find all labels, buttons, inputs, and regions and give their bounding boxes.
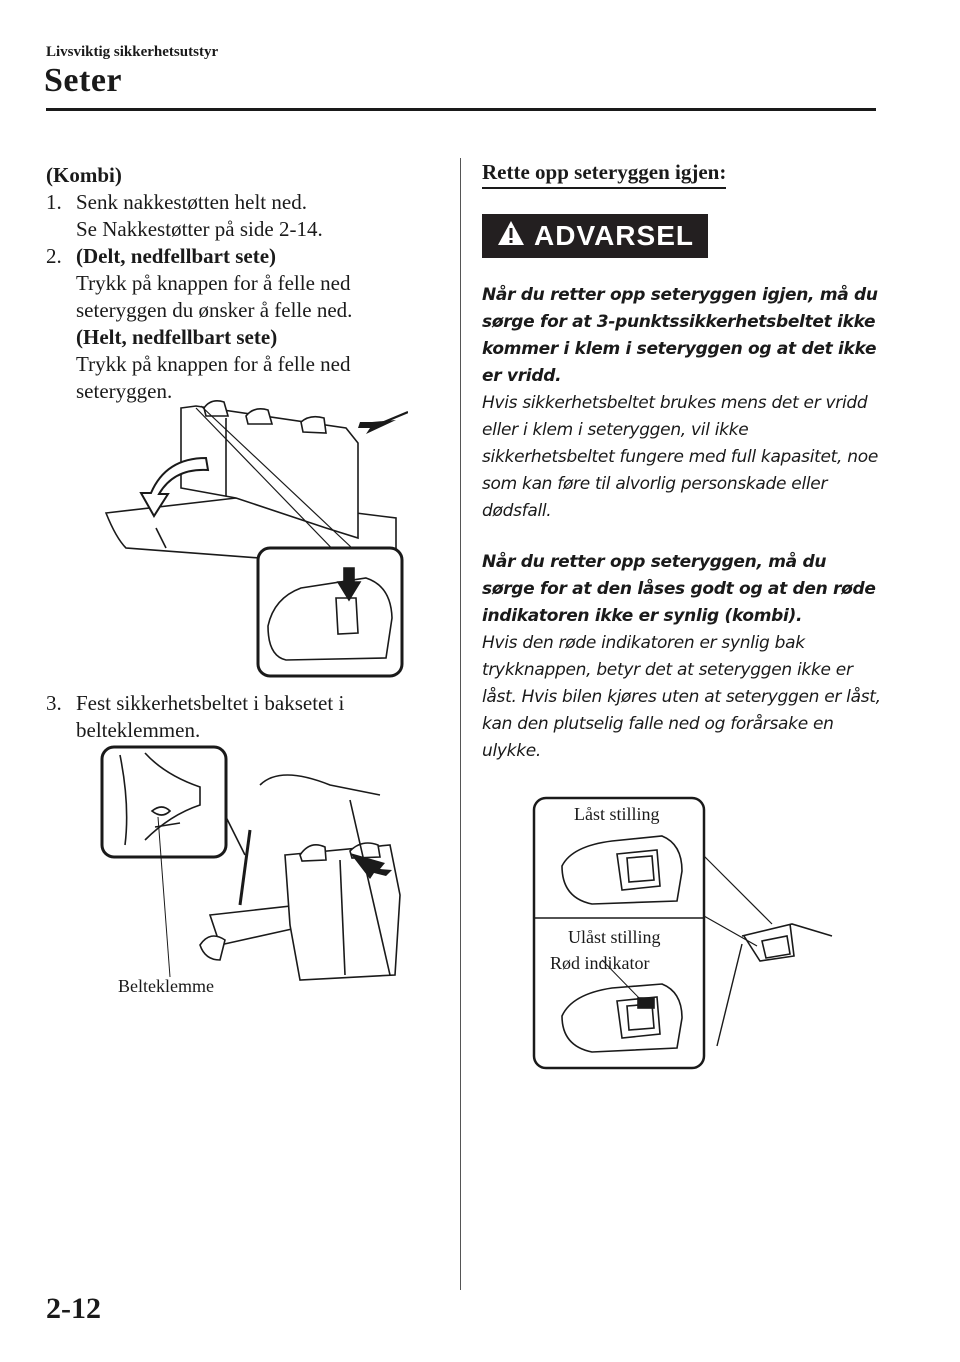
unlocked-position-label: Ulåst stilling [568, 927, 661, 947]
locked-position-label: Låst stilling [574, 804, 660, 824]
step-2-heading-split: (Delt, nedfellbart sete) [76, 244, 277, 268]
belt-clip-label: Belteklemme [118, 976, 214, 996]
step-1-line-2: Se Nakkestøtter på side 2-14. [76, 217, 323, 241]
step-number: 1. [46, 190, 62, 214]
kombi-heading: (Kombi) [46, 163, 122, 187]
step-3 [46, 690, 446, 744]
warning-1-bold: Når du retter opp seteryggen igjen, må du sørge for at 3-punktssikkerhetsbeltet ikke kommer i klem i seteryggen og at det ikke er vridd. [482, 285, 878, 386]
warning-badge [482, 214, 708, 258]
belt-clip-figure [100, 745, 420, 1005]
step-2 [46, 243, 446, 405]
page-title: Seter [44, 62, 123, 99]
warning-triangle-icon [496, 219, 526, 254]
warning-label: ADVARSEL [534, 220, 694, 251]
red-indicator-label: Rød indikator [550, 953, 650, 973]
step-3-block [46, 690, 446, 744]
section-label: Livsviktig sikkerhetsutstyr [46, 44, 219, 60]
step-number: 3. [46, 691, 62, 715]
step-2-heading-full: (Helt, nedfellbart sete) [76, 325, 278, 349]
step-3-text: Fest sikkerhetsbeltet i baksetet i belteklemmen. [76, 691, 345, 742]
title-rule [46, 108, 876, 111]
subheading-restore-seatback: Rette opp seteryggen igjen: [482, 160, 726, 189]
warning-text [482, 282, 882, 765]
column-divider [460, 158, 461, 1290]
step-number: 2. [46, 244, 62, 268]
step-2-text-full: Trykk på knappen for å felle ned seteryggen. [76, 352, 351, 403]
step-2-text-split: Trykk på knappen for å felle ned seteryggen du ønsker å felle ned. [76, 271, 353, 322]
left-column [46, 162, 446, 405]
warning-2-text: Hvis den røde indikatoren er synlig bak trykknappen, betyr det at seteryggen ikke er låst. Hvis bilen kjøres uten at seteryggen er låst, kan den plutselig falle ned og forårsake en ulykke. [482, 633, 881, 761]
right-column [482, 160, 882, 189]
seat-fold-figure [96, 398, 408, 680]
step-1 [46, 189, 446, 243]
page-number: 2-12 [46, 1292, 101, 1325]
step-1-line-1: Senk nakkestøtten helt ned. [76, 190, 307, 214]
warning-1-text: Hvis sikkerhetsbeltet brukes mens det er vridd eller i klem i seteryggen, vil ikke sikkerhetsbeltet fungere med full kapasitet, noe som kan føre til alvorlig personskade eller dødsfall. [482, 393, 878, 521]
warning-2-bold: Når du retter opp seteryggen, må du sørge for at den låses godt og at den røde indikatoren ikke er synlig (kombi). [482, 552, 876, 626]
